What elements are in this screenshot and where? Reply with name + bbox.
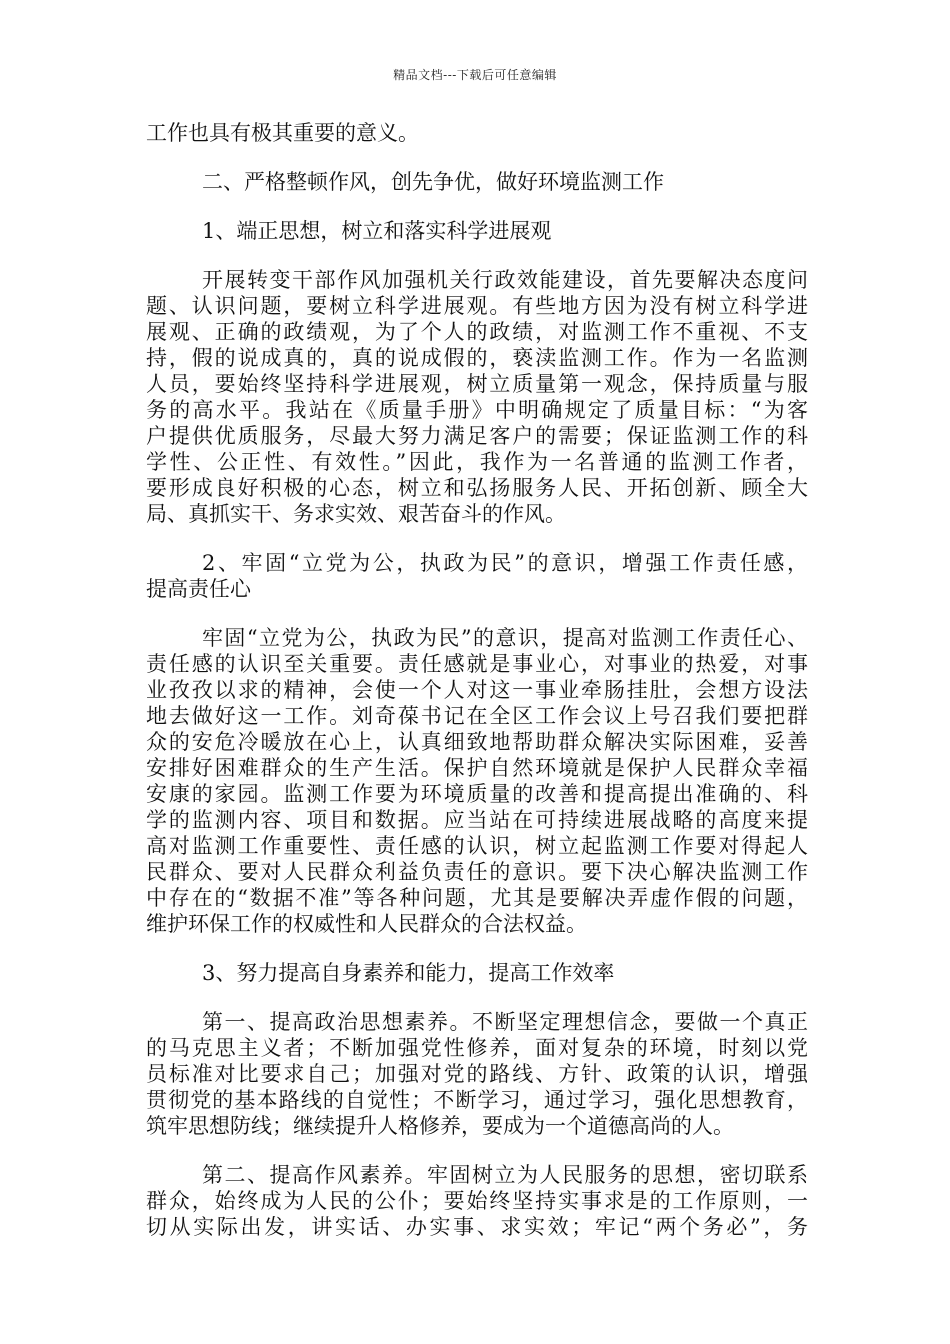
paragraph-gap [146, 986, 808, 1009]
document-body [146, 120, 808, 1240]
paragraph-gap [146, 195, 808, 218]
paragraph-gap [146, 527, 808, 550]
paragraph-line: 业孜孜以求的精神，会使一个人对这一事业牵肠挂肚，会想方设法 [146, 678, 808, 702]
paragraph-line: 高对监测工作重要性、责任感的认识，树立起监测工作要对得起人 [146, 834, 808, 858]
section-heading: 二、严格整顿作风，创先争优，做好环境监测工作 [202, 170, 664, 194]
paragraph-line: 要形成良好积极的心态，树立和弘扬服务人民、开拓创新、顾全大 [146, 476, 808, 500]
paragraph-line: 地去做好这一工作。刘奇葆书记在全区工作会议上号召我们要把群 [146, 704, 808, 728]
paragraph-line: 持，假的说成真的，真的说成假的，亵渎监测工作。作为一名监测 [146, 346, 808, 370]
section-heading: 1、端正思想，树立和落实科学进展观 [202, 219, 552, 243]
paragraph-line: 群众，始终成为人民的公仆；要始终坚持实事求是的工作原则，一 [146, 1189, 808, 1213]
paragraph-gap [146, 244, 808, 267]
paragraph-line: 民群众、要对人民群众利益负责任的意识。要下决心解决监测工作 [146, 860, 808, 884]
paragraph-line: 学的监测内容、项目和数据。应当站在可持续进展战略的高度来提 [146, 808, 808, 832]
paragraph-line: 展观、正确的政绩观，为了个人的政绩，对监测工作不重视、不支 [146, 320, 808, 344]
paragraph-line: 的马克思主义者；不断加强党性修养，面对复杂的环境，时刻以党 [146, 1036, 808, 1060]
paragraph-line: 众的安危冷暖放在心上，认真细致地帮助群众解决实际困难，妥善 [146, 730, 808, 754]
section-heading: 3、努力提高自身素养和能力，提高工作效率 [202, 961, 615, 985]
paragraph-line: 第一、提高政治思想素养。不断坚定理想信念，要做一个真正 [202, 1010, 808, 1034]
paragraph-line: 学性、公正性、有效性。”因此，我作为一名普通的监测工作者， [146, 450, 808, 474]
paragraph-gap [146, 602, 808, 625]
paragraph-line: 第二、提高作风素养。牢固树立为人民服务的思想，密切联系 [202, 1163, 808, 1187]
paragraph-line: 工作也具有极其重要的意义。 [146, 121, 419, 145]
paragraph-gap [146, 146, 808, 169]
page-header: 精品文档---下载后可任意编辑 [393, 68, 557, 82]
section-heading: 2、牢固“立党为公，执政为民”的意识，增强工作责任感， [202, 551, 808, 575]
paragraph-line: 筑牢思想防线；继续提升人格修养，要成为一个道德高尚的人。 [146, 1114, 734, 1138]
paragraph-line: 安排好困难群众的生产生活。保护自然环境就是保护人民群众幸福 [146, 756, 808, 780]
paragraph-line: 务的高水平。我站在《质量手册》中明确规定了质量目标：“为客 [146, 398, 808, 422]
paragraph-gap [146, 1139, 808, 1162]
paragraph-line: 维护环保工作的权威性和人民群众的合法权益。 [146, 912, 587, 936]
paragraph-line: 责任感的认识至关重要。责任感就是事业心，对事业的热爱，对事 [146, 652, 808, 676]
paragraph-gap [146, 937, 808, 960]
paragraph-line: 切从实际出发，讲实话、办实事、求实效；牢记“两个务必”，务 [146, 1215, 808, 1239]
paragraph-line: 中存在的“数据不准”等各种问题，尤其是要解决弄虚作假的问题， [146, 886, 808, 910]
paragraph-line: 牢固“立党为公，执政为民”的意识，提高对监测工作责任心、 [202, 626, 808, 650]
paragraph-line: 提高责任心 [146, 577, 251, 601]
paragraph-line: 贯彻党的基本路线的自觉性；不断学习，通过学习，强化思想教育， [146, 1088, 808, 1112]
paragraph-line: 安康的家园。监测工作要为环境质量的改善和提高提出准确的、科 [146, 782, 808, 806]
paragraph-line: 局、真抓实干、务求实效、艰苦奋斗的作风。 [146, 502, 566, 526]
paragraph-line: 户提供优质服务，尽最大努力满足客户的需要；保证监测工作的科 [146, 424, 808, 448]
paragraph-line: 员标准对比要求自己；加强对党的路线、方针、政策的认识，增强 [146, 1062, 808, 1086]
paragraph-line: 题、认识问题，要树立科学进展观。有些地方因为没有树立科学进 [146, 294, 808, 318]
paragraph-line: 开展转变干部作风加强机关行政效能建设，首先要解决态度问 [202, 268, 808, 292]
paragraph-line: 人员，要始终坚持科学进展观，树立质量第一观念，保持质量与服 [146, 372, 808, 396]
